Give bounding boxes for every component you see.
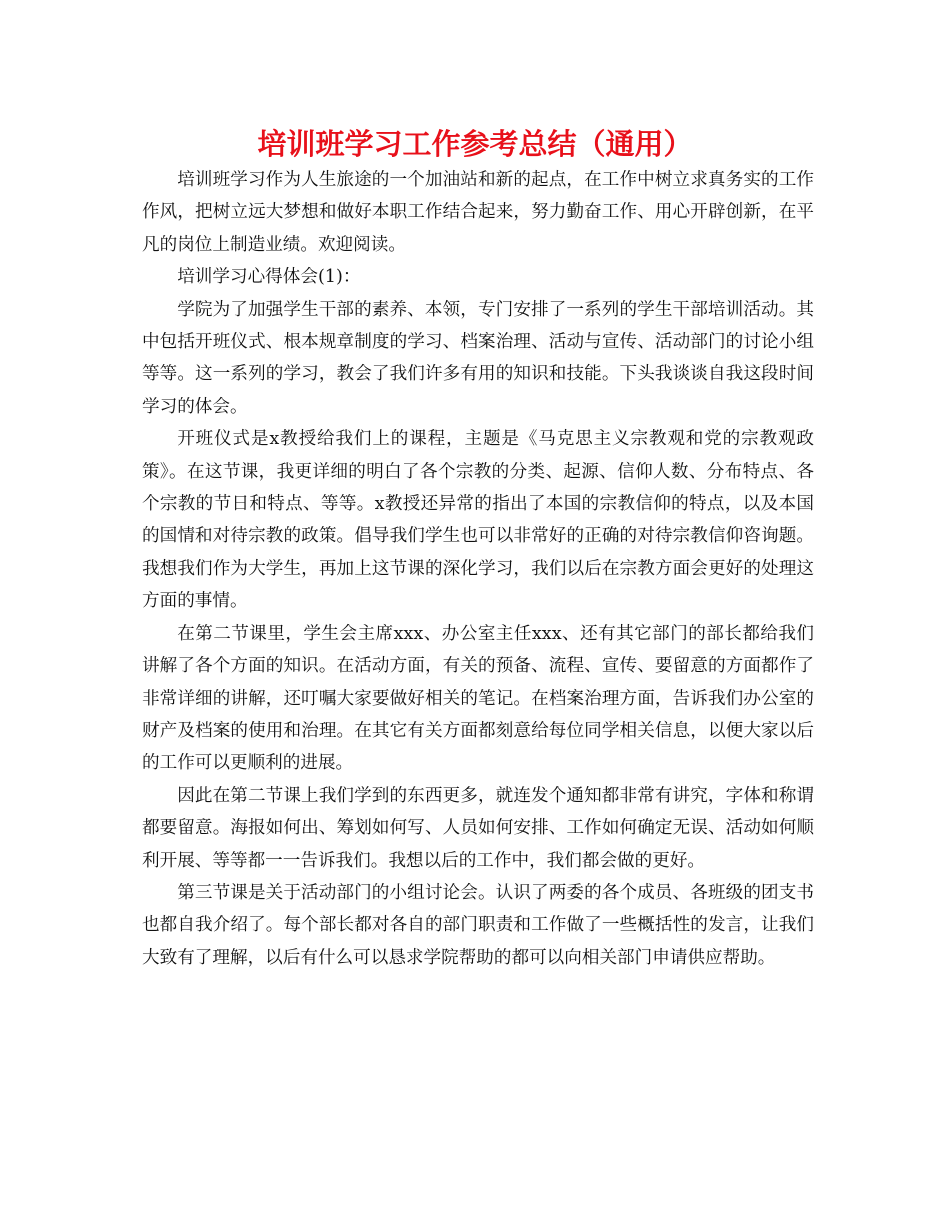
body-paragraph: 第三节课是关于活动部门的小组讨论会。认识了两委的各个成员、各班级的团支书也都自我介绍了。每个部长都对各自的部门职责和工作做了一些概括性的发言，让我们大致有了理解，以后有什么可以恳求学院帮助的都可以向相关部门申请供应帮助。: [142, 882, 814, 968]
body-paragraph: 学院为了加强学生干部的素养、本领，专门安排了一系列的学生干部培训活动。其中包括开班仪式、根本规章制度的学习、档案治理、活动与宣传、活动部门的讨论小组等等。这一系列的学习，教会了我们许多有用的知识和技能。下头我谈谈自我这段时间学习的体会。: [142, 299, 814, 417]
document-body: [142, 164, 814, 974]
document-title: 培训班学习工作参考总结（通用）: [257, 127, 693, 161]
section-heading: 培训学习心得体会(1)：: [177, 267, 361, 288]
body-paragraph: 因此在第二节课上我们学到的东西更多，就连发个通知都非常有讲究，字体和称谓都要留意。海报如何出、筹划如何写、人员如何安排、工作如何确定无误、活动如何顺利开展、等等都一一告诉我们。我想以后的工作中，我们都会做的更好。: [142, 785, 814, 871]
body-paragraph: 开班仪式是x教授给我们上的课程，主题是《马克思主义宗教观和党的宗教观政策》。在这节课，我更详细的明白了各个宗教的分类、起源、信仰人数、分布特点、各个宗教的节日和特点、等等。x教授还异常的指出了本国的宗教信仰的特点，以及本国的国情和对待宗教的政策。倡导我们学生也可以非常好的正确的对待宗教信仰咨询题。我想我们作为大学生，再加上这节课的深化学习，我们以后在宗教方面会更好的处理这方面的事情。: [142, 429, 814, 612]
body-paragraph: 在第二节课里，学生会主席xxx、办公室主任xxx、还有其它部门的部长都给我们讲解了各个方面的知识。在活动方面，有关的预备、流程、宣传、要留意的方面都作了非常详细的讲解，还叮嘱大家要做好相关的笔记。在档案治理方面，告诉我们办公室的财产及档案的使用和治理。在其它有关方面都刻意给每位同学相关信息，以便大家以后的工作可以更顺利的进展。: [142, 623, 814, 774]
intro-paragraph: 培训班学习作为人生旅途的一个加油站和新的起点，在工作中树立求真务实的工作作风，把树立远大梦想和做好本职工作结合起来，努力勤奋工作、用心开辟创新，在平凡的岗位上制造业绩。欢迎阅读。: [142, 170, 814, 255]
